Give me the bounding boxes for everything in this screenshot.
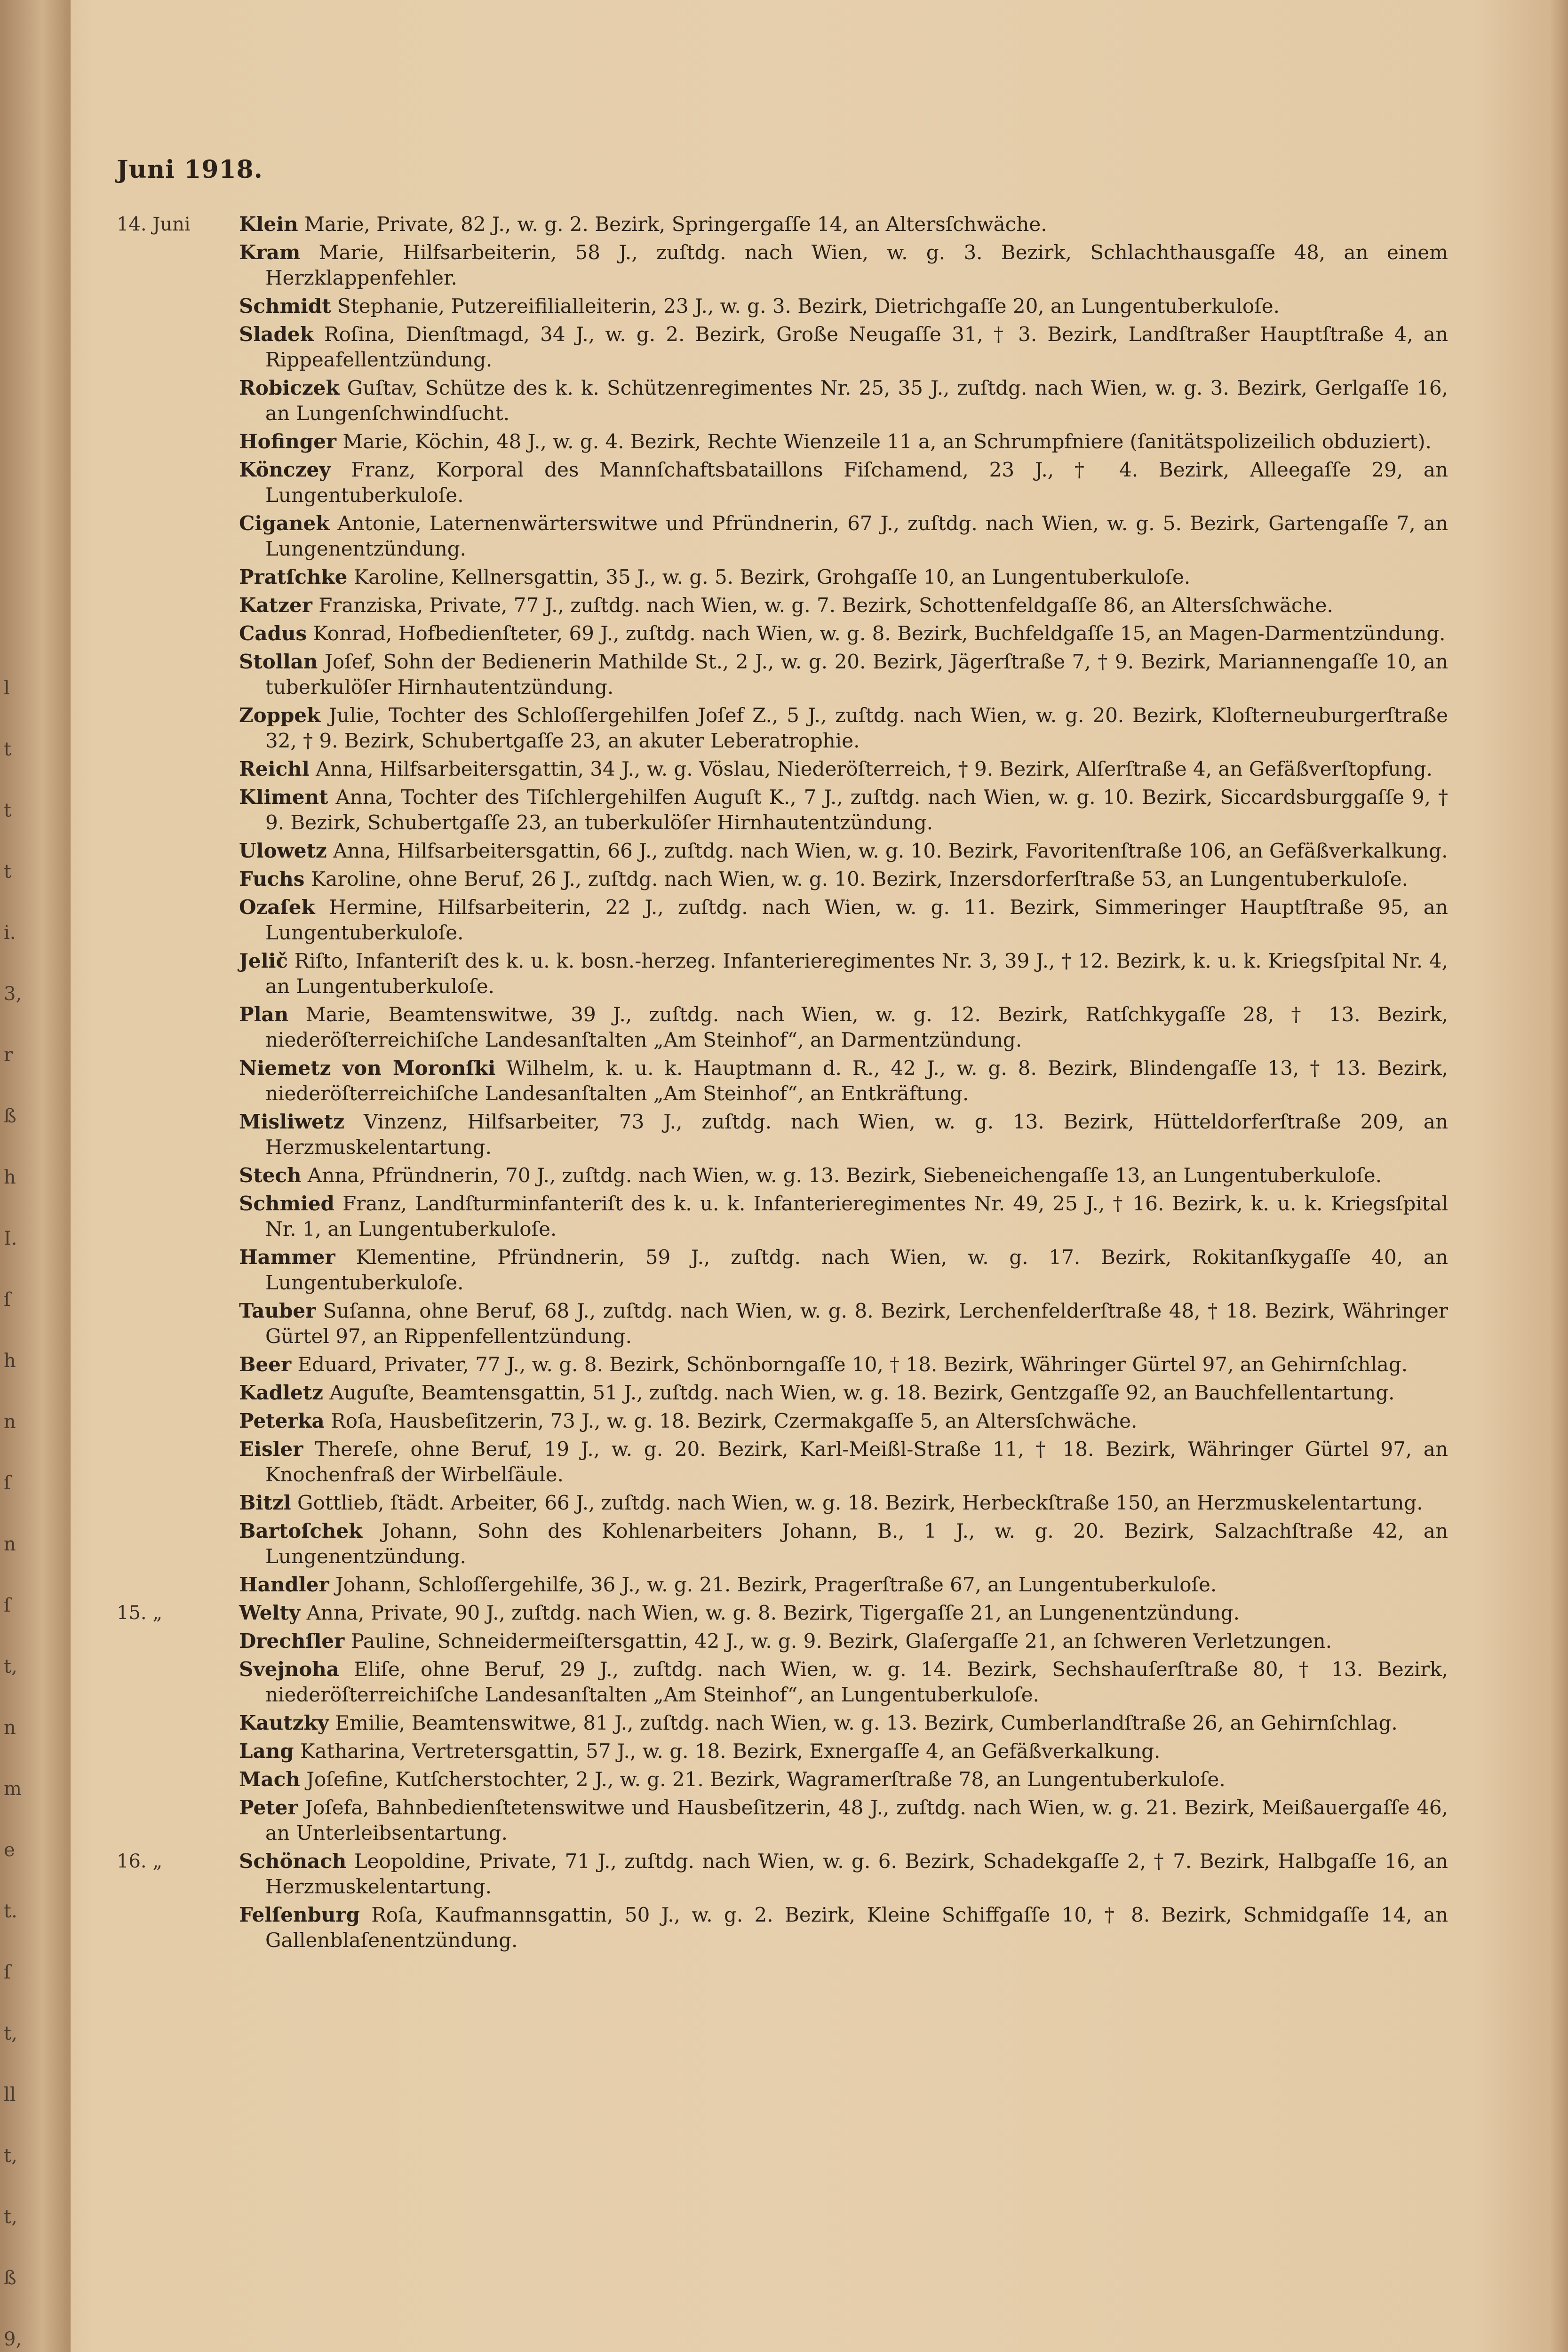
register-entry bbox=[117, 429, 1448, 454]
margin-fragment: t, bbox=[4, 2206, 17, 2228]
deceased-surname: Stollan bbox=[239, 650, 318, 673]
register-entry bbox=[117, 1352, 1448, 1377]
entry-text bbox=[239, 1739, 1448, 1764]
register-entry bbox=[117, 240, 1448, 291]
register-entry bbox=[117, 1795, 1448, 1846]
entry-text bbox=[239, 1518, 1448, 1569]
entry-text bbox=[239, 593, 1448, 618]
entry-text bbox=[239, 895, 1448, 946]
margin-fragment: h bbox=[4, 1350, 16, 1372]
margin-fragment: I. bbox=[4, 1228, 17, 1249]
deceased-surname: Niemetz von Moronſki bbox=[239, 1057, 496, 1080]
deceased-surname: Peter bbox=[239, 1796, 298, 1819]
register-entry bbox=[117, 866, 1448, 892]
entry-date: 14. Juni bbox=[117, 214, 191, 235]
register-entry bbox=[117, 1572, 1448, 1597]
deceased-surname: Zoppek bbox=[239, 704, 321, 727]
entry-text bbox=[239, 1245, 1448, 1295]
register-entry bbox=[117, 375, 1448, 426]
entry-details: Julie, Tochter des Schloſſergehilfen Joſef Z., 5 J., zuſtdg. nach Wien, w. g. 20. Bezirk, Kloſterneuburgerſtraße 32, † 9. Bezirk, Schubertgaſſe 23, an akuter Leberatrophie. bbox=[265, 704, 1448, 752]
register-entry bbox=[117, 785, 1448, 835]
deceased-surname: Ozaſek bbox=[239, 896, 315, 919]
entry-text bbox=[239, 564, 1448, 590]
register-page bbox=[71, 0, 1548, 2352]
entry-details: Suſanna, ohne Beruf, 68 J., zuſtdg. nach Wien, w. g. 8. Bezirk, Lerchenfelderſtraße 48, † 18. Bezirk, Währinger Gürtel 97, an Rippenfellentzündung. bbox=[265, 1299, 1448, 1348]
deceased-surname: Hofinger bbox=[239, 430, 336, 453]
margin-fragment: t bbox=[4, 739, 12, 760]
entry-text bbox=[239, 1600, 1448, 1626]
register-entry bbox=[117, 1739, 1448, 1764]
entry-details: Emilie, Beamtenswitwe, 81 J., zuſtdg. nach Wien, w. g. 13. Bezirk, Cumberlandſtraße 26, an Gehirnſchlag. bbox=[335, 1711, 1398, 1734]
entry-text bbox=[239, 1002, 1448, 1053]
entry-text bbox=[239, 1849, 1448, 1899]
deceased-surname: Kliment bbox=[239, 786, 328, 809]
entry-text bbox=[239, 1352, 1448, 1377]
register-entry bbox=[117, 1902, 1448, 1953]
entry-text bbox=[239, 1380, 1448, 1406]
entry-text bbox=[239, 948, 1448, 999]
entry-details: Franziska, Private, 77 J., zuſtdg. nach Wien, w. g. 7. Bezirk, Schottenfeldgaſſe 86, an Altersſchwäche. bbox=[318, 594, 1333, 617]
margin-fragment: t bbox=[4, 861, 12, 882]
entry-details: Thereſe, ohne Beruf, 19 J., w. g. 20. Bezirk, Karl-Meißl-Straße 11, † 18. Bezirk, Währinger Gürtel 97, an Knochenfraß der Wirbelſäule. bbox=[265, 1438, 1448, 1486]
deceased-surname: Handler bbox=[239, 1573, 329, 1596]
margin-fragment: ll bbox=[4, 2084, 16, 2106]
entry-text bbox=[239, 294, 1448, 319]
deceased-surname: Mach bbox=[239, 1768, 300, 1791]
entry-details: Anna, Private, 90 J., zuſtdg. nach Wien, w. g. 8. Bezirk, Tigergaſſe 21, an Lungenentzündung. bbox=[306, 1601, 1240, 1624]
margin-fragment: t, bbox=[4, 2023, 17, 2044]
deceased-surname: Peterka bbox=[239, 1409, 325, 1432]
register-entry bbox=[117, 212, 1448, 237]
month-heading: Juni 1918. bbox=[117, 155, 263, 184]
entry-details: Joſefa, Bahnbedienſtetenswitwe und Hausbeſitzerin, 48 J., zuſtdg. nach Wien, w. g. 21. Bezirk, Meißauergaſſe 46, an Unterleibsentartung. bbox=[265, 1796, 1448, 1844]
margin-fragment: n bbox=[4, 1411, 16, 1433]
entry-text bbox=[239, 1109, 1448, 1160]
margin-fragment: ſ bbox=[4, 1289, 11, 1311]
deceased-surname: Reichl bbox=[239, 757, 310, 780]
entry-details: Roſa, Kaufmannsgattin, 50 J., w. g. 2. Bezirk, Kleine Schiffgaſſe 10, † 8. Bezirk, Schmidgaſſe 14, an Gallenblaſenentzündung. bbox=[265, 1903, 1449, 1952]
entry-details: Anna, Hilfsarbeitersgattin, 34 J., w. g. Vöslau, Niederöſterreich, † 9. Bezirk, Alſerſtraße 4, an Gefäßverſtopfung. bbox=[316, 757, 1433, 780]
entry-details: Wilhelm, k. u. k. Hauptmann d. R., 42 J., w. g. 8. Bezirk, Blindengaſſe 13, † 13. Bezirk, niederöſterreichiſche Landesanſtalten „Am Steinhof“, an Entkräftung. bbox=[265, 1057, 1448, 1105]
deceased-surname: Hammer bbox=[239, 1246, 335, 1269]
entry-details: Franz, Landſturminfanteriſt des k. u. k. Infanterieregimentes Nr. 49, 25 J., † 16. Bezirk, k. u. k. Kriegsſpital Nr. 1, an Lungentuberkuloſe. bbox=[265, 1192, 1449, 1240]
margin-fragment: t, bbox=[4, 1656, 17, 1677]
deceased-surname: Fuchs bbox=[239, 867, 305, 890]
margin-fragment: n bbox=[4, 1534, 16, 1555]
register-entry bbox=[117, 322, 1448, 373]
entry-details: Joſef, Sohn der Bedienerin Mathilde St., 2 J., w. g. 20. Bezirk, Jägerſtraße 7, † 9. Bezirk, Mariannengaſſe 10, an tuberkulöſer Hirnhautentzündung. bbox=[265, 650, 1448, 699]
deceased-surname: Ciganek bbox=[239, 512, 330, 535]
entry-details: Johann, Sohn des Kohlenarbeiters Johann, B., 1 J., w. g. 20. Bezirk, Salzachſtraße 42, an Lungenentzündung. bbox=[265, 1519, 1448, 1568]
register-entry bbox=[117, 1056, 1448, 1106]
register-entry bbox=[117, 756, 1448, 782]
register-entry bbox=[117, 1437, 1448, 1487]
register-entry bbox=[117, 457, 1448, 508]
entry-text bbox=[239, 1710, 1448, 1736]
register-entry bbox=[117, 1767, 1448, 1792]
page-edge bbox=[1549, 0, 1568, 2352]
register-entry bbox=[117, 1408, 1448, 1434]
entry-date: 16. „ bbox=[117, 1851, 163, 1872]
entry-text bbox=[239, 322, 1448, 373]
deceased-surname: Sladek bbox=[239, 323, 314, 346]
entry-details: Auguſte, Beamtensgattin, 51 J., zuſtdg. nach Wien, w. g. 18. Bezirk, Gentzgaſſe 92, an Bauchfellentartung. bbox=[329, 1381, 1395, 1404]
entry-text bbox=[239, 1795, 1448, 1846]
entry-text bbox=[239, 756, 1448, 782]
deceased-surname: Schönach bbox=[239, 1850, 347, 1873]
register-entry bbox=[117, 1849, 1448, 1899]
register-entry bbox=[117, 1109, 1448, 1160]
entry-details: Eliſe, ohne Beruf, 29 J., zuſtdg. nach Wien, w. g. 14. Bezirk, Sechshauſerſtraße 80, † 13. Bezirk, niederöſterreichiſche Landesanſtalten „Am Steinhof“, an Lungentuberkuloſe. bbox=[265, 1658, 1449, 1706]
margin-fragment: ß bbox=[4, 2267, 16, 2289]
entry-text bbox=[239, 1191, 1448, 1242]
register-entry bbox=[117, 948, 1448, 999]
entry-text bbox=[239, 1298, 1448, 1349]
register-entry bbox=[117, 649, 1448, 700]
deceased-surname: Jelič bbox=[239, 949, 288, 972]
register-entry bbox=[117, 621, 1448, 646]
deceased-surname: Kram bbox=[239, 241, 301, 264]
margin-fragment: ſ bbox=[4, 1962, 11, 1983]
margin-fragment: ß bbox=[4, 1105, 16, 1127]
entry-text bbox=[239, 621, 1448, 646]
entry-text bbox=[239, 785, 1448, 835]
deceased-surname: Könczey bbox=[239, 458, 331, 481]
deceased-surname: Pratſchke bbox=[239, 565, 348, 588]
deceased-surname: Bartoſchek bbox=[239, 1519, 363, 1542]
entry-details: Eduard, Privater, 77 J., w. g. 8. Bezirk, Schönborngaſſe 10, † 18. Bezirk, Währinger Gürtel 97, an Gehirnſchlag. bbox=[297, 1353, 1408, 1376]
margin-fragment: e bbox=[4, 1839, 15, 1861]
register-entry bbox=[117, 1629, 1448, 1654]
entry-details: Marie, Beamtenswitwe, 39 J., zuſtdg. nach Wien, w. g. 12. Bezirk, Ratſchkygaſſe 28, † 13. Bezirk, niederöſterreichiſche Landesanſtalten „Am Steinhof“, an Darmentzündung. bbox=[265, 1003, 1448, 1051]
deceased-surname: Plan bbox=[239, 1003, 289, 1026]
register-entry bbox=[117, 1191, 1448, 1242]
margin-fragment: ſ bbox=[4, 1595, 11, 1616]
entry-details: Antonie, Laternenwärterswitwe und Pfründnerin, 67 J., zuſtdg. nach Wien, w. g. 5. Bezirk, Gartengaſſe 7, an Lungenentzündung. bbox=[265, 512, 1448, 560]
entry-details: Roſa, Hausbeſitzerin, 73 J., w. g. 18. Bezirk, Czermakgaſſe 5, an Altersſchwäche. bbox=[331, 1409, 1138, 1432]
deceased-surname: Stech bbox=[239, 1164, 302, 1187]
margin-fragment: r bbox=[4, 1044, 13, 1066]
entry-text bbox=[239, 838, 1448, 864]
entry-text bbox=[239, 1629, 1448, 1654]
deceased-surname: Cadus bbox=[239, 622, 307, 645]
entry-date: 15. „ bbox=[117, 1602, 163, 1624]
entry-text bbox=[239, 429, 1448, 454]
margin-fragment: 3, bbox=[4, 983, 22, 1005]
entry-details: Marie, Private, 82 J., w. g. 2. Bezirk, Springergaſſe 14, an Altersſchwäche. bbox=[304, 213, 1047, 236]
entry-details: Riſto, Infanteriſt des k. u. k. bosn.-herzeg. Infanterieregimentes Nr. 3, 39 J., † 12. Bezirk, k. u. k. Kriegsſpital Nr. 4, an Lungentuberkuloſe. bbox=[265, 949, 1448, 998]
margin-fragment: t. bbox=[4, 1900, 17, 1922]
entry-text bbox=[239, 1902, 1448, 1953]
deceased-surname: Lang bbox=[239, 1740, 294, 1763]
margin-fragment: n bbox=[4, 1717, 16, 1739]
entry-details: Marie, Köchin, 48 J., w. g. 4. Bezirk, Rechte Wienzeile 11 a, an Schrumpfniere (ſanitätspolizeilich obduziert). bbox=[342, 430, 1432, 453]
deceased-surname: Robiczek bbox=[239, 376, 340, 399]
entry-text bbox=[239, 1437, 1448, 1487]
deceased-surname: Drechſler bbox=[239, 1629, 345, 1653]
entry-details: Roſina, Dienſtmagd, 34 J., w. g. 2. Bezirk, Große Neugaſſe 31, † 3. Bezirk, Landſtraßer Hauptſtraße 4, an Rippeafellentzündung. bbox=[265, 323, 1449, 371]
register-entry bbox=[117, 1298, 1448, 1349]
entry-details: Johann, Schloſſergehilfe, 36 J., w. g. 21. Bezirk, Pragerſtraße 67, an Lungentuberkuloſe. bbox=[335, 1573, 1217, 1596]
deceased-surname: Welty bbox=[239, 1601, 301, 1624]
entry-text bbox=[239, 511, 1448, 562]
entry-details: Anna, Tochter des Tiſchlergehilfen Auguſt K., 7 J., zuſtdg. nach Wien, w. g. 10. Bezirk, Siccardsburggaſſe 9, † 9. Bezirk, Schubertgaſſe 23, an tuberkulöſer Hirnhautentzündung. bbox=[265, 786, 1448, 834]
deceased-surname: Schmied bbox=[239, 1192, 334, 1215]
deceased-surname: Misliwetz bbox=[239, 1110, 345, 1133]
entry-details: Karoline, Kellnersgattin, 35 J., w. g. 5. Bezirk, Grohgaſſe 10, an Lungentuberkuloſe. bbox=[353, 565, 1191, 588]
register-entry bbox=[117, 294, 1448, 319]
entry-details: Anna, Hilfsarbeitersgattin, 66 J., zuſtdg. nach Wien, w. g. 10. Bezirk, Favoritenſtraße 106, an Gefäßverkalkung. bbox=[333, 839, 1448, 862]
register-entry bbox=[117, 511, 1448, 562]
deceased-surname: Kautzky bbox=[239, 1711, 329, 1734]
entry-details: Franz, Korporal des Mannſchaftsbataillons Fiſchamend, 23 J., † 4. Bezirk, Alleegaſſe 29, an Lungentuberkuloſe. bbox=[265, 458, 1448, 507]
entry-text bbox=[239, 1490, 1448, 1516]
entry-text bbox=[239, 212, 1448, 237]
deceased-surname: Kadletz bbox=[239, 1381, 324, 1404]
entry-details: Katharina, Vertretersgattin, 57 J., w. g. 18. Bezirk, Exnergaſſe 4, an Gefäßverkalkung. bbox=[300, 1740, 1161, 1763]
register-entry bbox=[117, 1245, 1448, 1295]
entry-details: Guſtav, Schütze des k. k. Schützenregimentes Nr. 25, 35 J., zuſtdg. nach Wien, w. g. 3. Bezirk, Gerlgaſſe 16, an Lungenſchwindſucht. bbox=[265, 376, 1448, 425]
entry-text bbox=[239, 1408, 1448, 1434]
deceased-surname: Eisler bbox=[239, 1438, 303, 1461]
entry-text bbox=[239, 457, 1448, 508]
entry-details: Gottlieb, ſtädt. Arbeiter, 66 J., zuſtdg. nach Wien, w. g. 18. Bezirk, Herbeckſtraße 150, an Herzmuskelentartung. bbox=[297, 1491, 1423, 1514]
entry-text bbox=[239, 649, 1448, 700]
entry-text bbox=[239, 375, 1448, 426]
entry-text bbox=[239, 1767, 1448, 1792]
register-entry bbox=[117, 564, 1448, 590]
margin-fragment: h bbox=[4, 1167, 16, 1188]
entry-details: Marie, Hilfsarbeiterin, 58 J., zuſtdg. nach Wien, w. g. 3. Bezirk, Schlachthausgaſſe 48, an einem Herzklappenfehler. bbox=[265, 241, 1448, 289]
register-entry bbox=[117, 1002, 1448, 1053]
register-entry bbox=[117, 1657, 1448, 1708]
register-entry bbox=[117, 895, 1448, 946]
margin-fragment: 9, bbox=[4, 2328, 22, 2350]
entry-text bbox=[239, 1657, 1448, 1708]
margin-fragment: t bbox=[4, 800, 12, 821]
entry-details: Klementine, Pfründnerin, 59 J., zuſtdg. nach Wien, w. g. 17. Bezirk, Rokitanſkygaſſe 40, an Lungentuberkuloſe. bbox=[265, 1246, 1448, 1294]
entry-details: Leopoldine, Private, 71 J., zuſtdg. nach Wien, w. g. 6. Bezirk, Schadekgaſſe 2, † 7. Bezirk, Halbgaſſe 16, an Herzmuskelentartung. bbox=[265, 1850, 1448, 1898]
register-entry bbox=[117, 1490, 1448, 1516]
entry-details: Anna, Pfründnerin, 70 J., zuſtdg. nach Wien, w. g. 13. Bezirk, Siebeneichengaſſe 13, an Lungentuberkuloſe. bbox=[307, 1164, 1382, 1187]
entry-details: Stephanie, Putzereifilialleiterin, 23 J., w. g. 3. Bezirk, Dietrichgaſſe 20, an Lungentuberkuloſe. bbox=[337, 294, 1280, 318]
deceased-surname: Schmidt bbox=[239, 294, 331, 318]
entry-details: Pauline, Schneidermeiſtersgattin, 42 J., w. g. 9. Bezirk, Glaſergaſſe 21, an ſchweren Verletzungen. bbox=[350, 1629, 1332, 1653]
margin-fragment: t, bbox=[4, 2145, 17, 2167]
deceased-surname: Felſenburg bbox=[239, 1903, 360, 1926]
entry-text bbox=[239, 240, 1448, 291]
register-entry bbox=[117, 703, 1448, 754]
margin-fragment: i. bbox=[4, 922, 16, 944]
entry-text bbox=[239, 1163, 1448, 1188]
entry-text bbox=[239, 1572, 1448, 1597]
deceased-surname: Tauber bbox=[239, 1299, 316, 1322]
margin-fragment: l bbox=[4, 677, 10, 699]
deceased-surname: Klein bbox=[239, 213, 298, 236]
margin-fragment: ſ bbox=[4, 1472, 11, 1494]
entry-details: Hermine, Hilfsarbeiterin, 22 J., zuſtdg. nach Wien, w. g. 11. Bezirk, Simmeringer Hauptſtraße 95, an Lungentuberkuloſe. bbox=[265, 896, 1448, 944]
register-entry bbox=[117, 1518, 1448, 1569]
deceased-surname: Beer bbox=[239, 1353, 292, 1376]
entry-text bbox=[239, 866, 1448, 892]
entry-details: Konrad, Hofbedienſteter, 69 J., zuſtdg. nach Wien, w. g. 8. Bezirk, Buchfeldgaſſe 15, an Magen-Darmentzündung. bbox=[313, 622, 1446, 645]
entry-details: Joſefine, Kutſcherstochter, 2 J., w. g. 21. Bezirk, Wagramerſtraße 78, an Lungentuberkuloſe. bbox=[306, 1768, 1226, 1791]
entry-text bbox=[239, 1056, 1448, 1106]
register-entry bbox=[117, 1380, 1448, 1406]
deceased-surname: Bitzl bbox=[239, 1491, 291, 1514]
register-entry bbox=[117, 838, 1448, 864]
register-entry bbox=[117, 1163, 1448, 1188]
entry-details: Vinzenz, Hilfsarbeiter, 73 J., zuſtdg. nach Wien, w. g. 13. Bezirk, Hütteldorferſtraße 209, an Herzmuskelentartung. bbox=[265, 1110, 1448, 1159]
register-entry bbox=[117, 593, 1448, 618]
entry-details: Karoline, ohne Beruf, 26 J., zuſtdg. nach Wien, w. g. 10. Bezirk, Inzersdorferſtraße 53, an Lungentuberkuloſe. bbox=[310, 867, 1408, 890]
death-register-list bbox=[117, 212, 1448, 1956]
deceased-surname: Ulowetz bbox=[239, 839, 327, 862]
deceased-surname: Katzer bbox=[239, 594, 312, 617]
entry-text bbox=[239, 703, 1448, 754]
register-entry bbox=[117, 1710, 1448, 1736]
deceased-surname: Svejnoha bbox=[239, 1658, 339, 1681]
register-entry bbox=[117, 1600, 1448, 1626]
previous-page-edge bbox=[0, 0, 71, 2352]
margin-fragment: m bbox=[4, 1778, 22, 1800]
